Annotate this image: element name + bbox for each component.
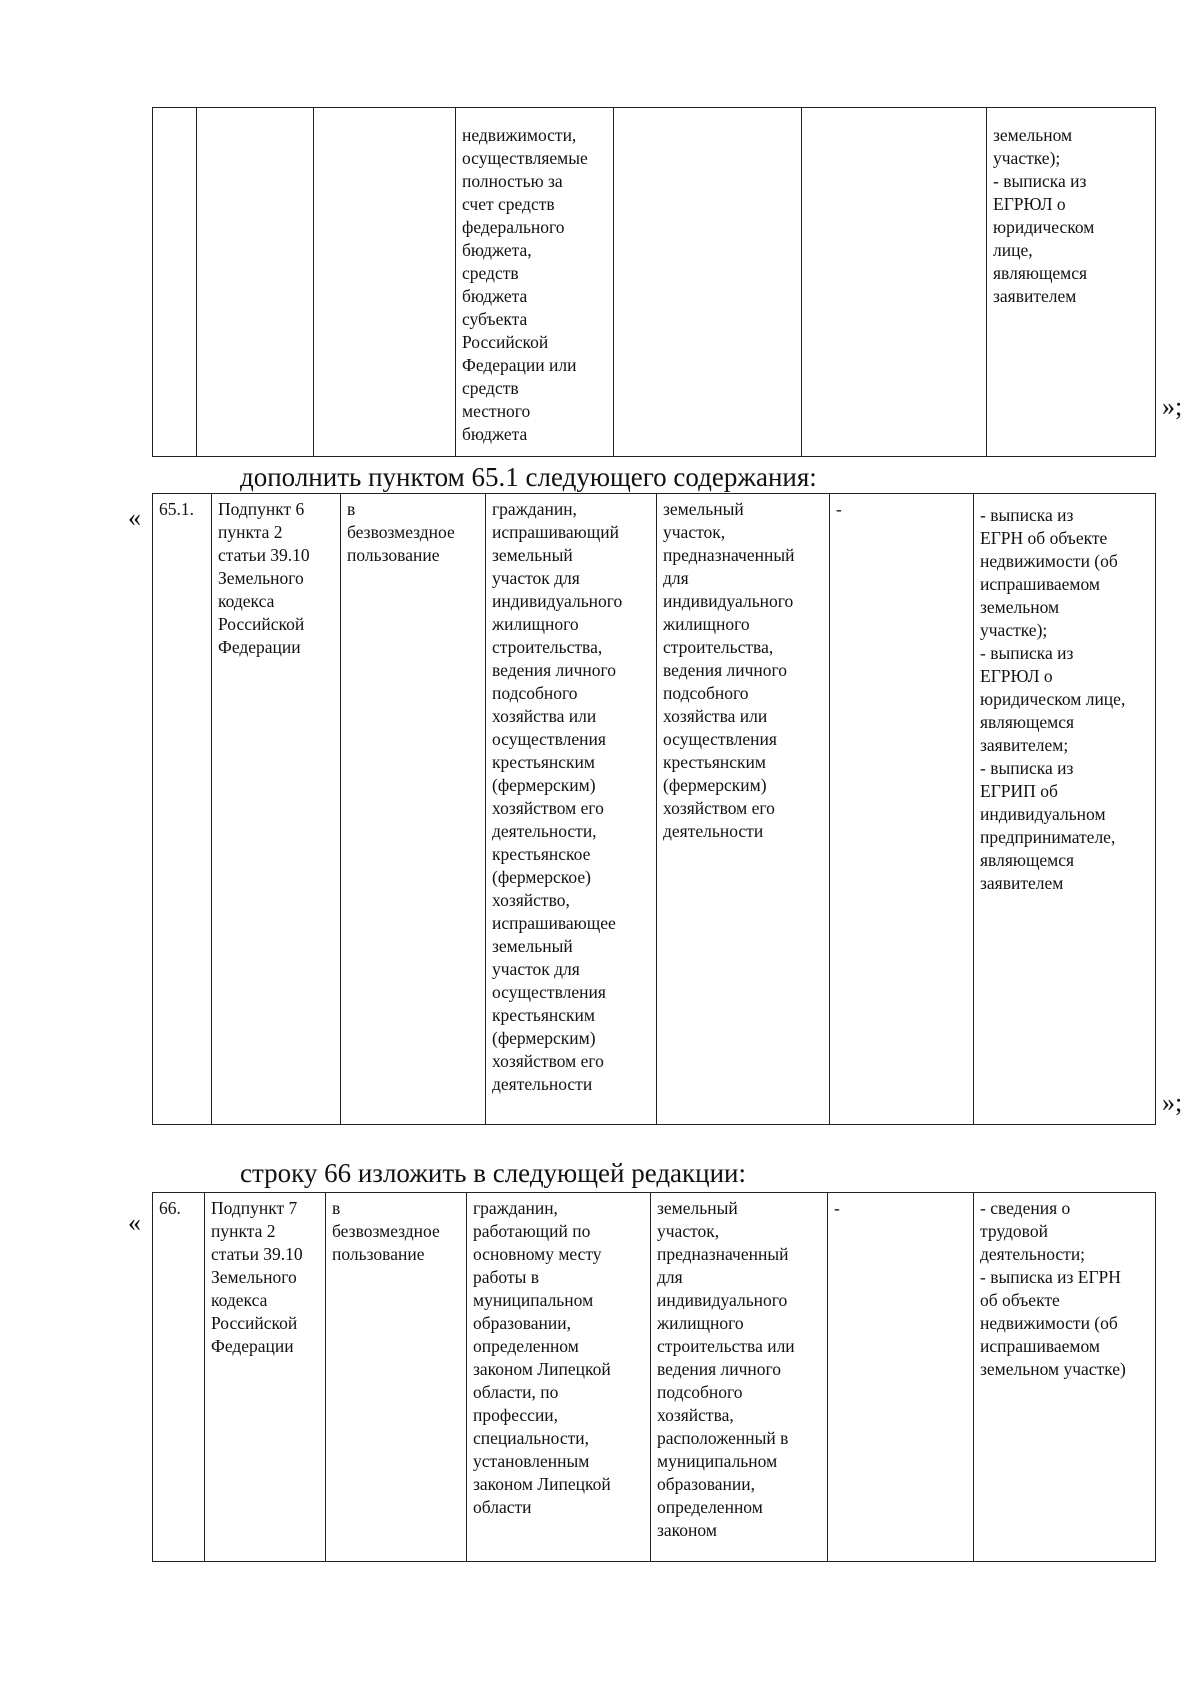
right-type-cell: в безвозмездное пользование xyxy=(341,494,486,1125)
row-65-1-table xyxy=(152,493,1156,1125)
cell-applicant-continuation: недвижимости, осуществляемые полностью за счет средств федерального бюджета, средств бюджета субъекта Российской Федерации или средств местного бюджета xyxy=(456,108,614,457)
opening-quote-mark: « xyxy=(128,503,141,532)
row-number: 65.1. xyxy=(153,494,212,1125)
row-66-table xyxy=(152,1192,1156,1562)
right-type-cell: в безвозмездное пользование xyxy=(326,1193,467,1562)
row-number: 66. xyxy=(153,1193,205,1562)
land-plot-cell: земельный участок, предназначенный для индивидуального жилищного строительства или ведения личного подсобного хозяйства, расположенный в муниципальном образовании, определенном законом xyxy=(651,1193,828,1562)
section-heading: строку 66 изложить в следующей редакции: xyxy=(240,1158,747,1188)
applicant-cell: гражданин, работающий по основному месту работы в муниципальном образовании, определенном законом Липецкой области, по профессии, специальности, установленным законом Липецкой области xyxy=(467,1193,651,1562)
cell-empty xyxy=(197,108,314,457)
cell-empty xyxy=(614,108,802,457)
cell-documents-continuation: земельном участке); - выписка из ЕГРЮЛ о юридическом лице, являющемся заявителем xyxy=(987,108,1156,457)
table-row xyxy=(153,1193,1156,1562)
table-row xyxy=(153,494,1156,1125)
cell-empty xyxy=(802,108,987,457)
land-plot-cell: земельный участок, предназначенный для индивидуального жилищного строительства, ведения личного подсобного хозяйства или осуществления крестьянским (фермерским) хозяйством его деятельности xyxy=(657,494,830,1125)
opening-quote-mark: « xyxy=(128,1208,141,1237)
table-row xyxy=(153,108,1156,457)
applicant-documents-cell: - xyxy=(828,1193,974,1562)
applicant-cell: гражданин, испрашивающий земельный участок для индивидуального жилищного строительства, ведения личного подсобного хозяйства или осуществления крестьянским (фермерским) хозяйством его деятельности, крестьянское (фермерское) хозяйство, испрашивающее земельный участок для осуществления крестьянским (фермерским) хозяйством его деятельности xyxy=(486,494,657,1125)
continuation-table xyxy=(152,107,1156,457)
state-documents-cell: - выписка из ЕГРН об объекте недвижимости (об испрашиваемом земельном участке); - выписка из ЕГРЮЛ о юридическом лице, являющемся заявителем; - выписка из ЕГРИП об индивидуальном предпринимателе, являющемся заявителем xyxy=(974,494,1156,1125)
closing-quote-mark: »; xyxy=(1162,392,1183,421)
state-documents-cell: - сведения о трудовой деятельности; - выписка из ЕГРН об объекте недвижимости (об испрашиваемом земельном участке) xyxy=(974,1193,1156,1562)
legal-basis-cell: Подпункт 7 пункта 2 статьи 39.10 Земельного кодекса Российской Федерации xyxy=(205,1193,326,1562)
legal-basis-cell: Подпункт 6 пункта 2 статьи 39.10 Земельного кодекса Российской Федерации xyxy=(212,494,341,1125)
applicant-documents-cell: - xyxy=(830,494,974,1125)
closing-quote-mark: »; xyxy=(1162,1088,1183,1117)
cell-empty xyxy=(314,108,456,457)
section-heading: дополнить пунктом 65.1 следующего содержания: xyxy=(240,462,817,492)
cell-empty xyxy=(153,108,197,457)
